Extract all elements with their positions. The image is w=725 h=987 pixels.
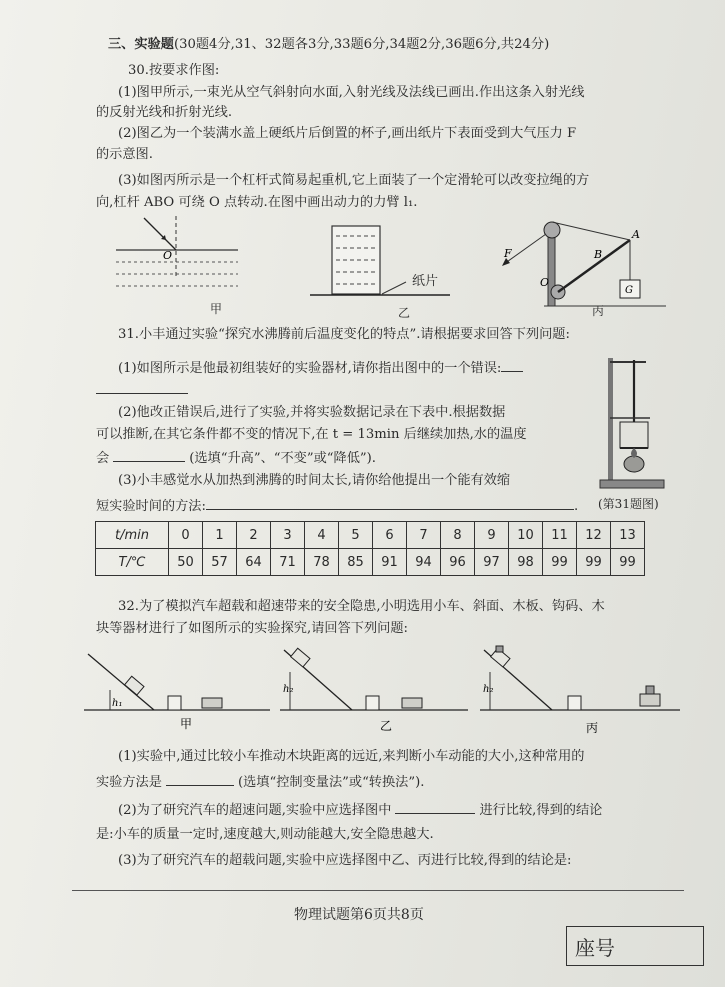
q31-p1-text: (1)如图所示是他最初组装好的实验器材,请你指出图中的一个错误: (118, 361, 502, 376)
q32-p1-line1: (1)实验中,通过比较小车推动木块距离的远近,来判断小车动能的大小,这种常用的 (118, 749, 585, 764)
q32-p1-line2 (96, 772, 424, 792)
table-cell: 10 (509, 522, 543, 549)
q31-p2-line3 (96, 448, 376, 468)
h1-label: h₁ (112, 698, 123, 709)
table-cell: 1 (203, 522, 237, 549)
table-cell: 71 (271, 549, 305, 576)
incident-ray (144, 218, 176, 250)
q32-p1-answer-blank[interactable] (166, 772, 234, 786)
block-yi (366, 696, 379, 710)
q31-p3-answer-blank[interactable] (206, 496, 574, 510)
iron-stand-pole (608, 358, 613, 482)
q30-stem: 30.按要求作图: (128, 63, 220, 78)
q31-p2-line3a: 会 (96, 451, 110, 466)
q32-stem-line1: 32.为了模拟汽车超载和超速带来的安全隐患,小明选用小车、斜面、木板、钩码、木 (118, 599, 605, 614)
table-row-time (96, 522, 645, 549)
section-title: 三、实验题 (108, 37, 174, 52)
q31-p1 (118, 358, 523, 378)
fixed-pulley (544, 222, 560, 238)
q32-p3-line1: (3)为了研究汽车的超载问题,实验中应选择图中乙、丙进行比较,得到的结论是: (118, 853, 572, 868)
table-cell: 5 (339, 522, 373, 549)
q31-p1-answer-blank-b[interactable] (96, 380, 188, 394)
fig32-label-jia: 甲 (180, 717, 193, 731)
alcohol-lamp (624, 456, 644, 472)
fig32-label-yi: 乙 (380, 719, 393, 733)
table-cell: 6 (373, 522, 407, 549)
q32-p2-line1b: 进行比较,得到的结论 (479, 803, 603, 818)
table-cell: 12 (577, 522, 611, 549)
table-cell: 99 (543, 549, 577, 576)
figure-31-boiling-apparatus (598, 352, 668, 492)
figure-32-ramp-experiments (84, 644, 684, 736)
label-g: G (625, 285, 633, 296)
q30-p1-line1: (1)图甲所示,一束光从空气斜射向水面,入射光线及法线已画出.作出这条入射光线 (118, 85, 585, 100)
cart-stopped-yi (402, 698, 422, 708)
q31-p3-line1: (3)小丰感觉水从加热到沸腾的时间太长,请你给他提出一个能有效缩 (118, 473, 511, 488)
cardboard-pointer (382, 282, 406, 294)
table-cell: 97 (475, 549, 509, 576)
q31-stem: 31.小丰通过实验“探究水沸腾前后温度变化的特点”.请根据要求回答下列问题: (118, 327, 570, 342)
table-cell: 94 (407, 549, 441, 576)
cart-stopped-bing (640, 694, 660, 706)
label-f: F (504, 247, 512, 260)
table-cell: 9 (475, 522, 509, 549)
table-cell: 98 (509, 549, 543, 576)
hook-weight (496, 646, 503, 652)
q30-p2-line1: (2)图乙为一个装满水盖上硬纸片后倒置的杯子,画出纸片下表面受到大气压力 F (118, 126, 577, 141)
q31-p1-cont (96, 380, 188, 400)
table-cell: 50 (169, 549, 203, 576)
seat-label: 座号 (575, 936, 615, 960)
table-header-temperature: T/℃ (96, 549, 169, 576)
fig32-label-bing: 丙 (586, 721, 599, 735)
q31-p2-line1: (2)他改正错误后,进行了实验,并将实验数据记录在下表中.根据数据 (118, 405, 506, 420)
q32-p1-line2a: 实验方法是 (96, 775, 162, 790)
stand-base (600, 480, 664, 488)
h2-label: h₂ (283, 684, 294, 695)
table-cell: 11 (543, 522, 577, 549)
table-header-time: t/min (96, 522, 169, 549)
table-cell: 2 (237, 522, 271, 549)
table-cell: 78 (305, 549, 339, 576)
q32-p1-line2b: (选填“控制变量法”或“转换法”). (237, 775, 425, 790)
table-cell: 96 (441, 549, 475, 576)
figure-bing-lever-crane (490, 212, 670, 312)
q31-p2-answer-blank[interactable] (113, 448, 185, 462)
table-cell: 99 (577, 549, 611, 576)
table-cell: 91 (373, 549, 407, 576)
cardboard-label: 纸片 (412, 274, 439, 289)
rope-top (552, 222, 630, 240)
table-row-temperature (96, 549, 645, 576)
label-b: B (594, 248, 603, 261)
table-cell: 3 (271, 522, 305, 549)
hook-weight-bing (646, 686, 654, 694)
q30-p2-line2: 的示意图. (96, 147, 153, 162)
q31-p1-answer-blank-a[interactable] (501, 358, 523, 372)
table-cell: 8 (441, 522, 475, 549)
cart-jia (125, 676, 144, 695)
label-o: O (540, 276, 550, 289)
q32-p2-answer-blank[interactable] (395, 800, 475, 814)
table-cell: 99 (611, 549, 645, 576)
answer-line (72, 890, 684, 891)
q30-p1-line2: 的反射光线和折射光线. (96, 105, 233, 120)
table-cell: 64 (237, 549, 271, 576)
label-a: A (632, 228, 640, 241)
table-cell: 0 (169, 522, 203, 549)
figure-yi-label: 乙 (398, 306, 411, 320)
table-cell: 85 (339, 549, 373, 576)
point-o-label: O (163, 249, 173, 262)
q32-p2-line2: 是:小车的质量一定时,速度越大,则动能越大,安全隐患越大. (96, 827, 434, 842)
h2-label-bing: h₂ (483, 684, 494, 695)
cart-yi (291, 648, 310, 667)
figure-jia-label: 甲 (210, 302, 223, 316)
figure-yi-inverted-cup (300, 222, 470, 302)
page-footer: 物理试题第6页共8页 (294, 907, 424, 923)
q32-p2-line1a: (2)为了研究汽车的超速问题,实验中应选择图中 (118, 803, 392, 818)
block-bing (568, 696, 581, 710)
q31-data-table (95, 521, 645, 576)
q31-p2-line2: 可以推断,在其它条件都不变的情况下,在 t = 13min 后继续加热,水的温度 (96, 427, 527, 442)
figure-31-caption: (第31题图) (598, 497, 659, 511)
section-scoring: (30题4分,31、32题各3分,33题6分,34题2分,36题6分,共24分) (173, 37, 550, 52)
table-cell: 57 (203, 549, 237, 576)
cart-stopped-jia (202, 698, 222, 708)
figure-jia-light-refraction (108, 214, 248, 314)
q32-stem-line2: 块等器材进行了如图所示的实验探究,请回答下列问题: (96, 621, 408, 636)
figure-bing-label: 丙 (592, 304, 605, 318)
q31-p2-line3b: (选填“升高”、“不变”或“降低”). (189, 451, 376, 466)
block-jia (168, 696, 181, 710)
table-cell: 13 (611, 522, 645, 549)
table-cell: 7 (407, 522, 441, 549)
q31-p3-line2: 短实验时间的方法: . (96, 496, 578, 516)
q30-p3-line2: 向,杠杆 ABO 可绕 O 点转动.在图中画出动力的力臂 l₁. (96, 195, 418, 210)
q30-p3-line1: (3)如图丙所示是一个杠杆式简易起重机,它上面装了一个定滑轮可以改变拉绳的方 (118, 173, 590, 188)
table-cell: 4 (305, 522, 339, 549)
seat-number-box[interactable] (566, 926, 704, 966)
beaker (620, 422, 648, 448)
section-header (108, 36, 549, 54)
q32-p2-line1 (118, 800, 602, 820)
q31-p3-line2-text: 短实验时间的方法: (96, 499, 206, 514)
